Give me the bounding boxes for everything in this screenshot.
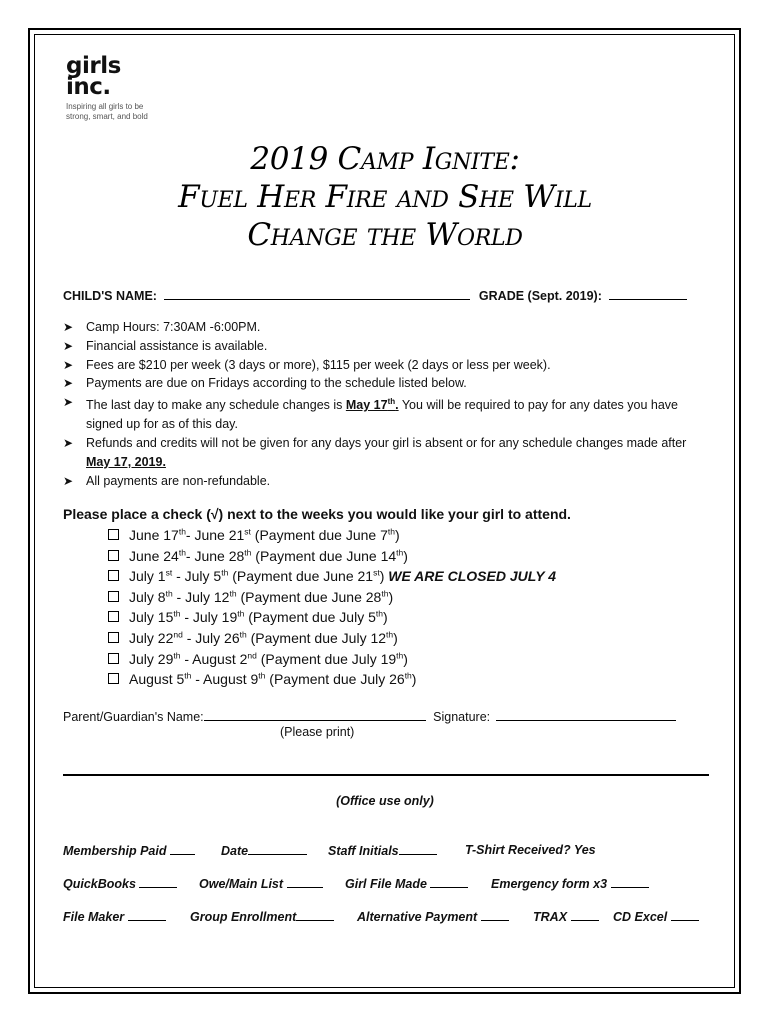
rule-text: Fees are $210 per week (3 days or more), $115 per week (2 days or less per week). — [86, 357, 551, 372]
rule-item — [63, 374, 703, 393]
tshirt-received-label: T-Shirt Received? Yes — [465, 843, 596, 857]
deadline-date-suffix: th — [387, 397, 396, 407]
title-line-1: 2019 Camp Ignite: — [250, 141, 520, 177]
office-use-heading: (Office use only) — [336, 794, 434, 808]
arrow-bullet-icon: ➤ — [63, 435, 74, 450]
child-name-label: CHILD'S NAME: — [63, 289, 157, 303]
week-start: July 1 — [129, 568, 166, 585]
girl-file-made-label: Girl File Made — [345, 877, 427, 891]
logo-tagline — [66, 102, 166, 122]
girl-file-made-field[interactable] — [430, 876, 468, 888]
camp-rules-list — [63, 318, 703, 490]
payment-due: (Payment due July 26 — [265, 671, 405, 688]
alternative-payment-label: Alternative Payment — [357, 910, 478, 924]
ordinal-suffix: th — [239, 629, 247, 640]
week-checkbox[interactable] — [108, 591, 119, 602]
child-name-field[interactable] — [164, 288, 470, 300]
week-option — [108, 566, 556, 587]
quickbooks-field[interactable] — [139, 876, 177, 888]
ordinal-suffix: st — [244, 526, 251, 537]
signature-label: Signature: — [433, 710, 491, 724]
week-option — [108, 669, 556, 690]
week-option — [108, 587, 556, 608]
week-selection-heading: Please place a check (√) next to the weeks you would like your girl to attend. — [63, 506, 571, 522]
cd-excel-label: CD Excel — [613, 910, 668, 924]
ordinal-suffix: th — [396, 649, 404, 660]
week-checkbox[interactable] — [108, 550, 119, 561]
ordinal-suffix: th — [375, 608, 383, 619]
ordinal-suffix: th — [229, 588, 237, 599]
staff-initials-item — [328, 843, 437, 858]
rule-text-continued: You will be required to pay for any dates you have signed up for as of this day. — [86, 398, 678, 432]
owe-main-list-label: Owe/Main List — [199, 877, 284, 891]
grade-label: GRADE (Sept. 2019): — [478, 289, 602, 303]
ordinal-suffix: th — [381, 588, 389, 599]
arrow-bullet-icon: ➤ — [63, 473, 74, 488]
ordinal-suffix: nd — [173, 629, 183, 640]
ordinal-suffix: th — [173, 649, 181, 660]
ordinal-suffix: th — [165, 588, 173, 599]
ordinal-suffix: th — [404, 670, 412, 681]
arrow-bullet-icon: ➤ — [63, 376, 74, 391]
parent-info-line — [63, 709, 676, 724]
week-option — [108, 546, 556, 567]
child-info-line — [63, 288, 687, 303]
week-start: June 24 — [129, 547, 179, 564]
ordinal-suffix: th — [244, 546, 252, 557]
week-end: - July 12 — [172, 588, 230, 605]
membership-paid-label: Membership Paid — [63, 844, 167, 858]
arrow-bullet-icon: ➤ — [63, 338, 74, 353]
file-maker-label: File Maker — [63, 910, 125, 924]
quickbooks-label: QuickBooks — [63, 877, 136, 891]
date-item — [221, 843, 307, 858]
title-line-3: Change the World — [247, 217, 523, 253]
girls-inc-logo — [66, 53, 166, 122]
group-enrollment-item — [190, 909, 334, 924]
ordinal-suffix: st — [165, 567, 173, 578]
week-start: July 22 — [129, 629, 174, 646]
payment-due: (Payment due July 12 — [246, 629, 387, 646]
parent-name-field[interactable] — [204, 709, 426, 721]
week-checkbox[interactable] — [108, 529, 119, 540]
ordinal-suffix: st — [373, 567, 380, 578]
week-start: August 5 — [129, 671, 185, 688]
signature-field[interactable] — [496, 709, 676, 721]
week-options-list — [108, 525, 556, 690]
staff-initials-label: Staff Initials — [328, 844, 399, 858]
week-start: June 17 — [129, 527, 179, 543]
week-start: July 15 — [129, 609, 174, 626]
logo-tagline-line1: Inspiring all girls to be — [66, 102, 144, 111]
paren-close: ) — [403, 547, 408, 564]
file-maker-item — [63, 909, 166, 924]
alternative-payment-item — [357, 909, 509, 924]
ordinal-suffix: th — [178, 546, 186, 557]
paren-close: ) — [379, 568, 385, 585]
file-maker-field[interactable] — [128, 909, 166, 921]
week-end: - July 19 — [180, 609, 238, 626]
rule-item — [63, 434, 703, 472]
week-option — [108, 628, 556, 649]
rule-item — [63, 393, 703, 434]
group-enrollment-field[interactable] — [296, 909, 334, 921]
emergency-form-item — [491, 876, 649, 891]
rule-text: The last day to make any schedule changes is — [86, 398, 346, 413]
week-end: - August 9 — [191, 671, 259, 688]
girl-file-made-item — [345, 876, 468, 891]
payment-due: (Payment due June 28 — [236, 588, 382, 605]
week-option — [108, 607, 556, 628]
week-end: - August 2 — [180, 650, 248, 667]
staff-initials-field[interactable] — [399, 843, 437, 855]
paren-close: ) — [395, 527, 400, 543]
rule-item — [63, 318, 703, 337]
date-field[interactable] — [248, 843, 307, 855]
rule-item — [63, 472, 703, 491]
deadline-date-text: May 17 — [345, 398, 388, 413]
closed-notice: WE ARE CLOSED JULY 4 — [384, 568, 557, 585]
payment-due: (Payment due June 21 — [228, 568, 374, 585]
trax-item — [533, 909, 599, 924]
rule-text: Payments are due on Fridays according to the schedule listed below. — [86, 376, 467, 391]
membership-paid-item — [63, 843, 195, 858]
deadline-date — [346, 398, 399, 412]
deadline-date-dot: . — [395, 398, 399, 413]
week-end: - June 21 — [185, 527, 245, 543]
week-checkbox[interactable] — [108, 632, 119, 643]
office-divider — [63, 774, 709, 776]
group-enrollment-label: Group Enrollment — [190, 910, 297, 924]
emergency-form-field[interactable] — [611, 876, 649, 888]
ordinal-suffix: th — [396, 546, 404, 557]
payment-due: (Payment due July 19 — [256, 650, 397, 667]
rule-text: Refunds and credits will not be given for any days your girl is absent or for any schedule changes made after — [86, 435, 687, 450]
ordinal-suffix: nd — [247, 649, 257, 660]
trax-label: TRAX — [533, 910, 568, 924]
payment-due: (Payment due July 5 — [244, 609, 376, 626]
payment-due: (Payment due June 14 — [251, 547, 397, 564]
ordinal-suffix: th — [221, 567, 229, 578]
owe-main-list-field[interactable] — [287, 876, 323, 888]
rule-text: All payments are non-refundable. — [86, 473, 271, 488]
week-end: - July 26 — [182, 629, 240, 646]
alternative-payment-field[interactable] — [481, 909, 509, 921]
logo-word-girls: girls — [66, 53, 121, 79]
paren-close: ) — [403, 650, 408, 667]
payment-due: (Payment due June 7 — [250, 527, 388, 543]
rule-item — [63, 337, 703, 356]
week-option — [108, 649, 556, 670]
title-line-2: Fuel Her Fire and She Will — [178, 179, 592, 215]
paren-close: ) — [382, 609, 388, 626]
parent-name-label: Parent/Guardian's Name: — [63, 710, 204, 724]
paren-close: ) — [393, 629, 398, 646]
ordinal-suffix: th — [387, 526, 395, 537]
refund-cutoff-date: May 17, 2019. — [86, 454, 166, 469]
week-option — [108, 525, 556, 546]
rule-text: Financial assistance is available. — [86, 338, 268, 353]
date-label: Date — [221, 844, 249, 858]
week-checkbox[interactable] — [108, 611, 119, 622]
grade-field[interactable] — [609, 288, 687, 300]
arrow-bullet-icon: ➤ — [63, 395, 74, 410]
emergency-form-label: Emergency form x3 — [491, 877, 608, 891]
rule-text: Camp Hours: 7:30AM -6:00PM. — [86, 320, 261, 334]
paren-close: ) — [411, 671, 417, 688]
membership-paid-field[interactable] — [170, 843, 195, 855]
ordinal-suffix: th — [184, 670, 192, 681]
logo-tagline-line2: strong, smart, and bold — [66, 112, 148, 121]
week-start: July 29 — [129, 650, 174, 667]
ordinal-suffix: th — [386, 629, 394, 640]
week-checkbox[interactable] — [108, 653, 119, 664]
page-title — [60, 140, 710, 254]
ordinal-suffix: th — [178, 526, 186, 537]
paren-close: ) — [388, 588, 394, 605]
please-print-note: (Please print) — [280, 725, 355, 739]
week-checkbox[interactable] — [108, 570, 119, 581]
week-end: - June 28 — [185, 547, 245, 564]
cd-excel-field[interactable] — [671, 909, 699, 921]
arrow-bullet-icon: ➤ — [63, 320, 74, 334]
ordinal-suffix: th — [173, 608, 181, 619]
owe-main-list-item — [199, 876, 323, 891]
logo-word-inc: inc. — [66, 74, 111, 100]
week-end: - July 5 — [172, 568, 222, 585]
rule-item — [63, 356, 703, 375]
arrow-bullet-icon: ➤ — [63, 357, 74, 372]
ordinal-suffix: th — [237, 608, 245, 619]
week-start: July 8 — [129, 588, 166, 605]
trax-field[interactable] — [571, 909, 599, 921]
cd-excel-item — [613, 909, 699, 924]
week-checkbox[interactable] — [108, 673, 119, 684]
quickbooks-item — [63, 876, 177, 891]
ordinal-suffix: th — [258, 670, 266, 681]
